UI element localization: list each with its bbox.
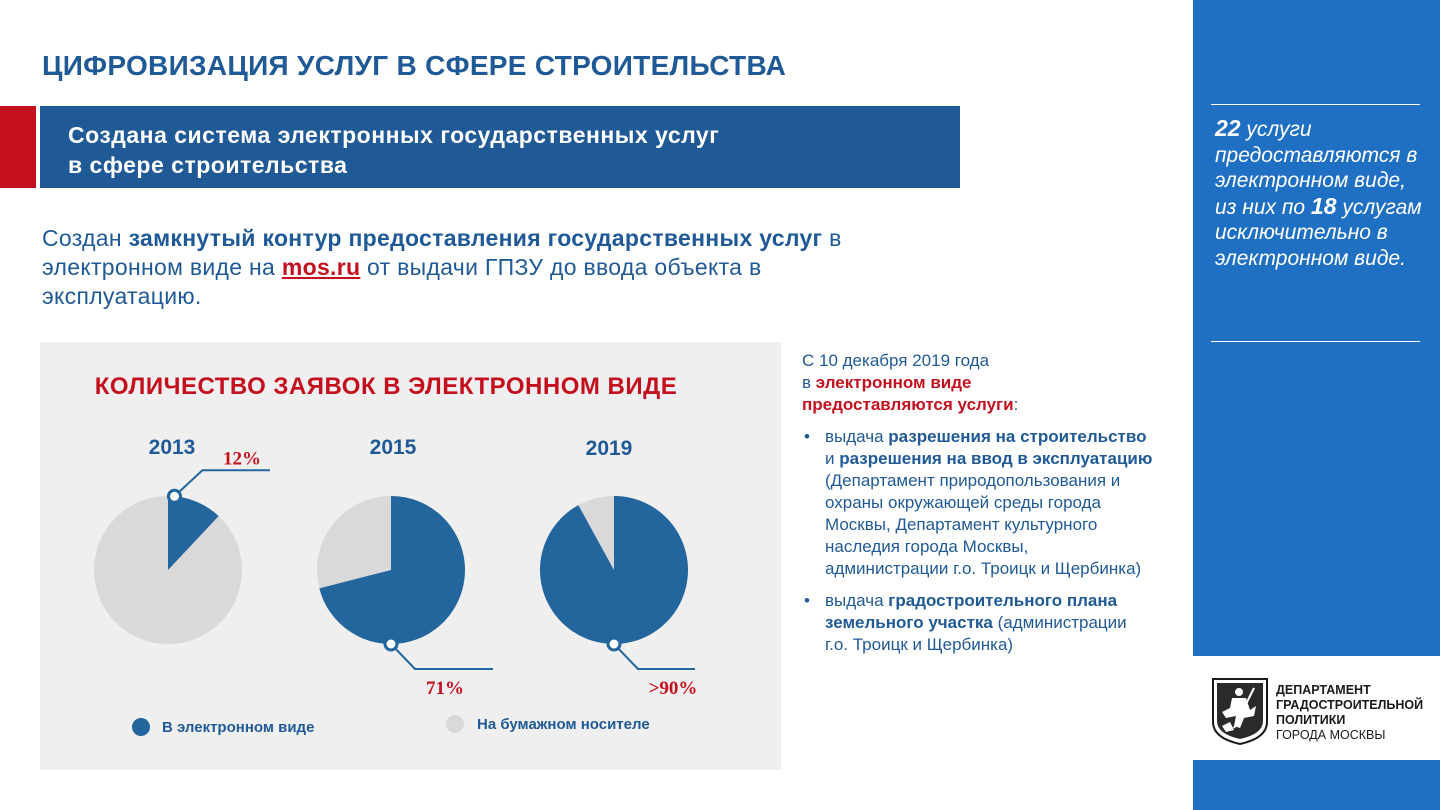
summary-part-4: от выдачи ГПЗУ до ввода объекта в эксплуатацию. [42, 254, 762, 309]
callout-marker-2015 [385, 638, 397, 650]
pie-year-label-2013: 2013 [148, 436, 196, 459]
pie-charts [40, 342, 781, 770]
side-panel-footer [1193, 760, 1440, 810]
banner-red-accent [0, 106, 36, 188]
intro-services-highlight: предоставляются услуги [802, 395, 1014, 414]
service-item-gpzu [802, 590, 1135, 656]
summary-part-3: в электронном виде на [42, 225, 842, 280]
side-text-part-1: услуги предоставляются в электронном виде, из них по [1215, 118, 1418, 219]
pie-slice-electronic-2019 [540, 496, 688, 644]
service-2-prefix: выдача [825, 591, 889, 610]
chart-title: КОЛИЧЕСТВО ЗАЯВОК В ЭЛЕКТРОННОМ ВИДЕ [94, 373, 678, 400]
side-divider-bottom [1211, 341, 1420, 342]
side-text-part-2: услугам исключительно в электронном виде. [1215, 195, 1422, 270]
summary-highlight: замкнутый контур предоставления государственных услуг [128, 225, 823, 251]
service-item-permits [802, 426, 1155, 580]
service-1-prefix: выдача [825, 427, 889, 446]
pie-value-label-2013: 12% [223, 448, 261, 470]
service-1-construction-permit: разрешения на строительство [888, 427, 1147, 446]
intro-prefix: в [802, 373, 816, 392]
callout-line-2015 [391, 644, 493, 669]
banner-text [68, 120, 948, 180]
service-2-authorities: (администрации г.о. Троицк и Щербинка) [825, 613, 1127, 654]
callout-marker-2019 [608, 638, 620, 650]
legend-marker-paper [446, 715, 464, 733]
bullet-icon: • [804, 591, 810, 610]
intro-line-2 [802, 372, 1182, 394]
banner-line-1: Создана система электронных государственных услуг [68, 122, 720, 148]
moscow-coat-of-arms-icon [1210, 676, 1270, 746]
callout-marker-2013 [168, 490, 180, 502]
callout-line-2013 [174, 470, 270, 496]
summary-part-1: Создан [42, 225, 129, 251]
services-total-number: 22 [1215, 115, 1241, 141]
intro-electronic-highlight: электронном виде [815, 373, 972, 392]
bullet-icon: • [804, 427, 810, 446]
department-line-2: ГРАДОСТРОИТЕЛЬНОЙ [1276, 698, 1424, 712]
banner-line-2: в сфере строительства [68, 152, 348, 178]
department-line-4: ГОРОДА МОСКВЫ [1276, 728, 1386, 742]
intro-colon: : [1013, 395, 1019, 414]
services-column [802, 350, 1182, 656]
side-divider-top [1211, 104, 1420, 105]
legend-label-paper: На бумажном носителе [477, 716, 650, 733]
service-1-authorities: (Департамент природопользования и охраны окружающей среды города Москвы, Департамент культурного наследия города Москвы, администрации г.о. Троицк и Щербинка) [825, 471, 1142, 578]
summary-paragraph [42, 224, 902, 311]
side-panel [1193, 0, 1440, 656]
callout-line-2019 [614, 644, 695, 669]
mos-ru-link[interactable]: mos.ru [281, 254, 361, 280]
services-exclusive-number: 18 [1310, 192, 1337, 219]
department-name [1276, 683, 1436, 743]
service-2-plan: градостроительного плана земельного участка [825, 591, 1118, 632]
intro-line-3 [802, 394, 1182, 416]
pie-year-label-2019: 2019 [585, 437, 633, 460]
service-1-commissioning-permit: разрешения на ввод в эксплуатацию [839, 449, 1153, 468]
pie-value-label-2019: >90% [648, 678, 698, 699]
department-line-1: ДЕПАРТАМЕНТ [1276, 683, 1371, 697]
side-stat-text [1215, 116, 1430, 272]
legend-label-electronic: В электронном виде [162, 719, 315, 736]
pie-year-label-2015: 2015 [369, 436, 417, 459]
department-line-3: ПОЛИТИКИ [1276, 713, 1346, 727]
intro-line-1: С 10 декабря 2019 года [802, 351, 990, 370]
service-1-and: и [825, 449, 840, 468]
legend-marker-electronic [132, 718, 150, 736]
pie-value-label-2015: 71% [426, 678, 464, 699]
page-title: ЦИФРОВИЗАЦИЯ УСЛУГ В СФЕРЕ СТРОИТЕЛЬСТВА [42, 50, 787, 81]
